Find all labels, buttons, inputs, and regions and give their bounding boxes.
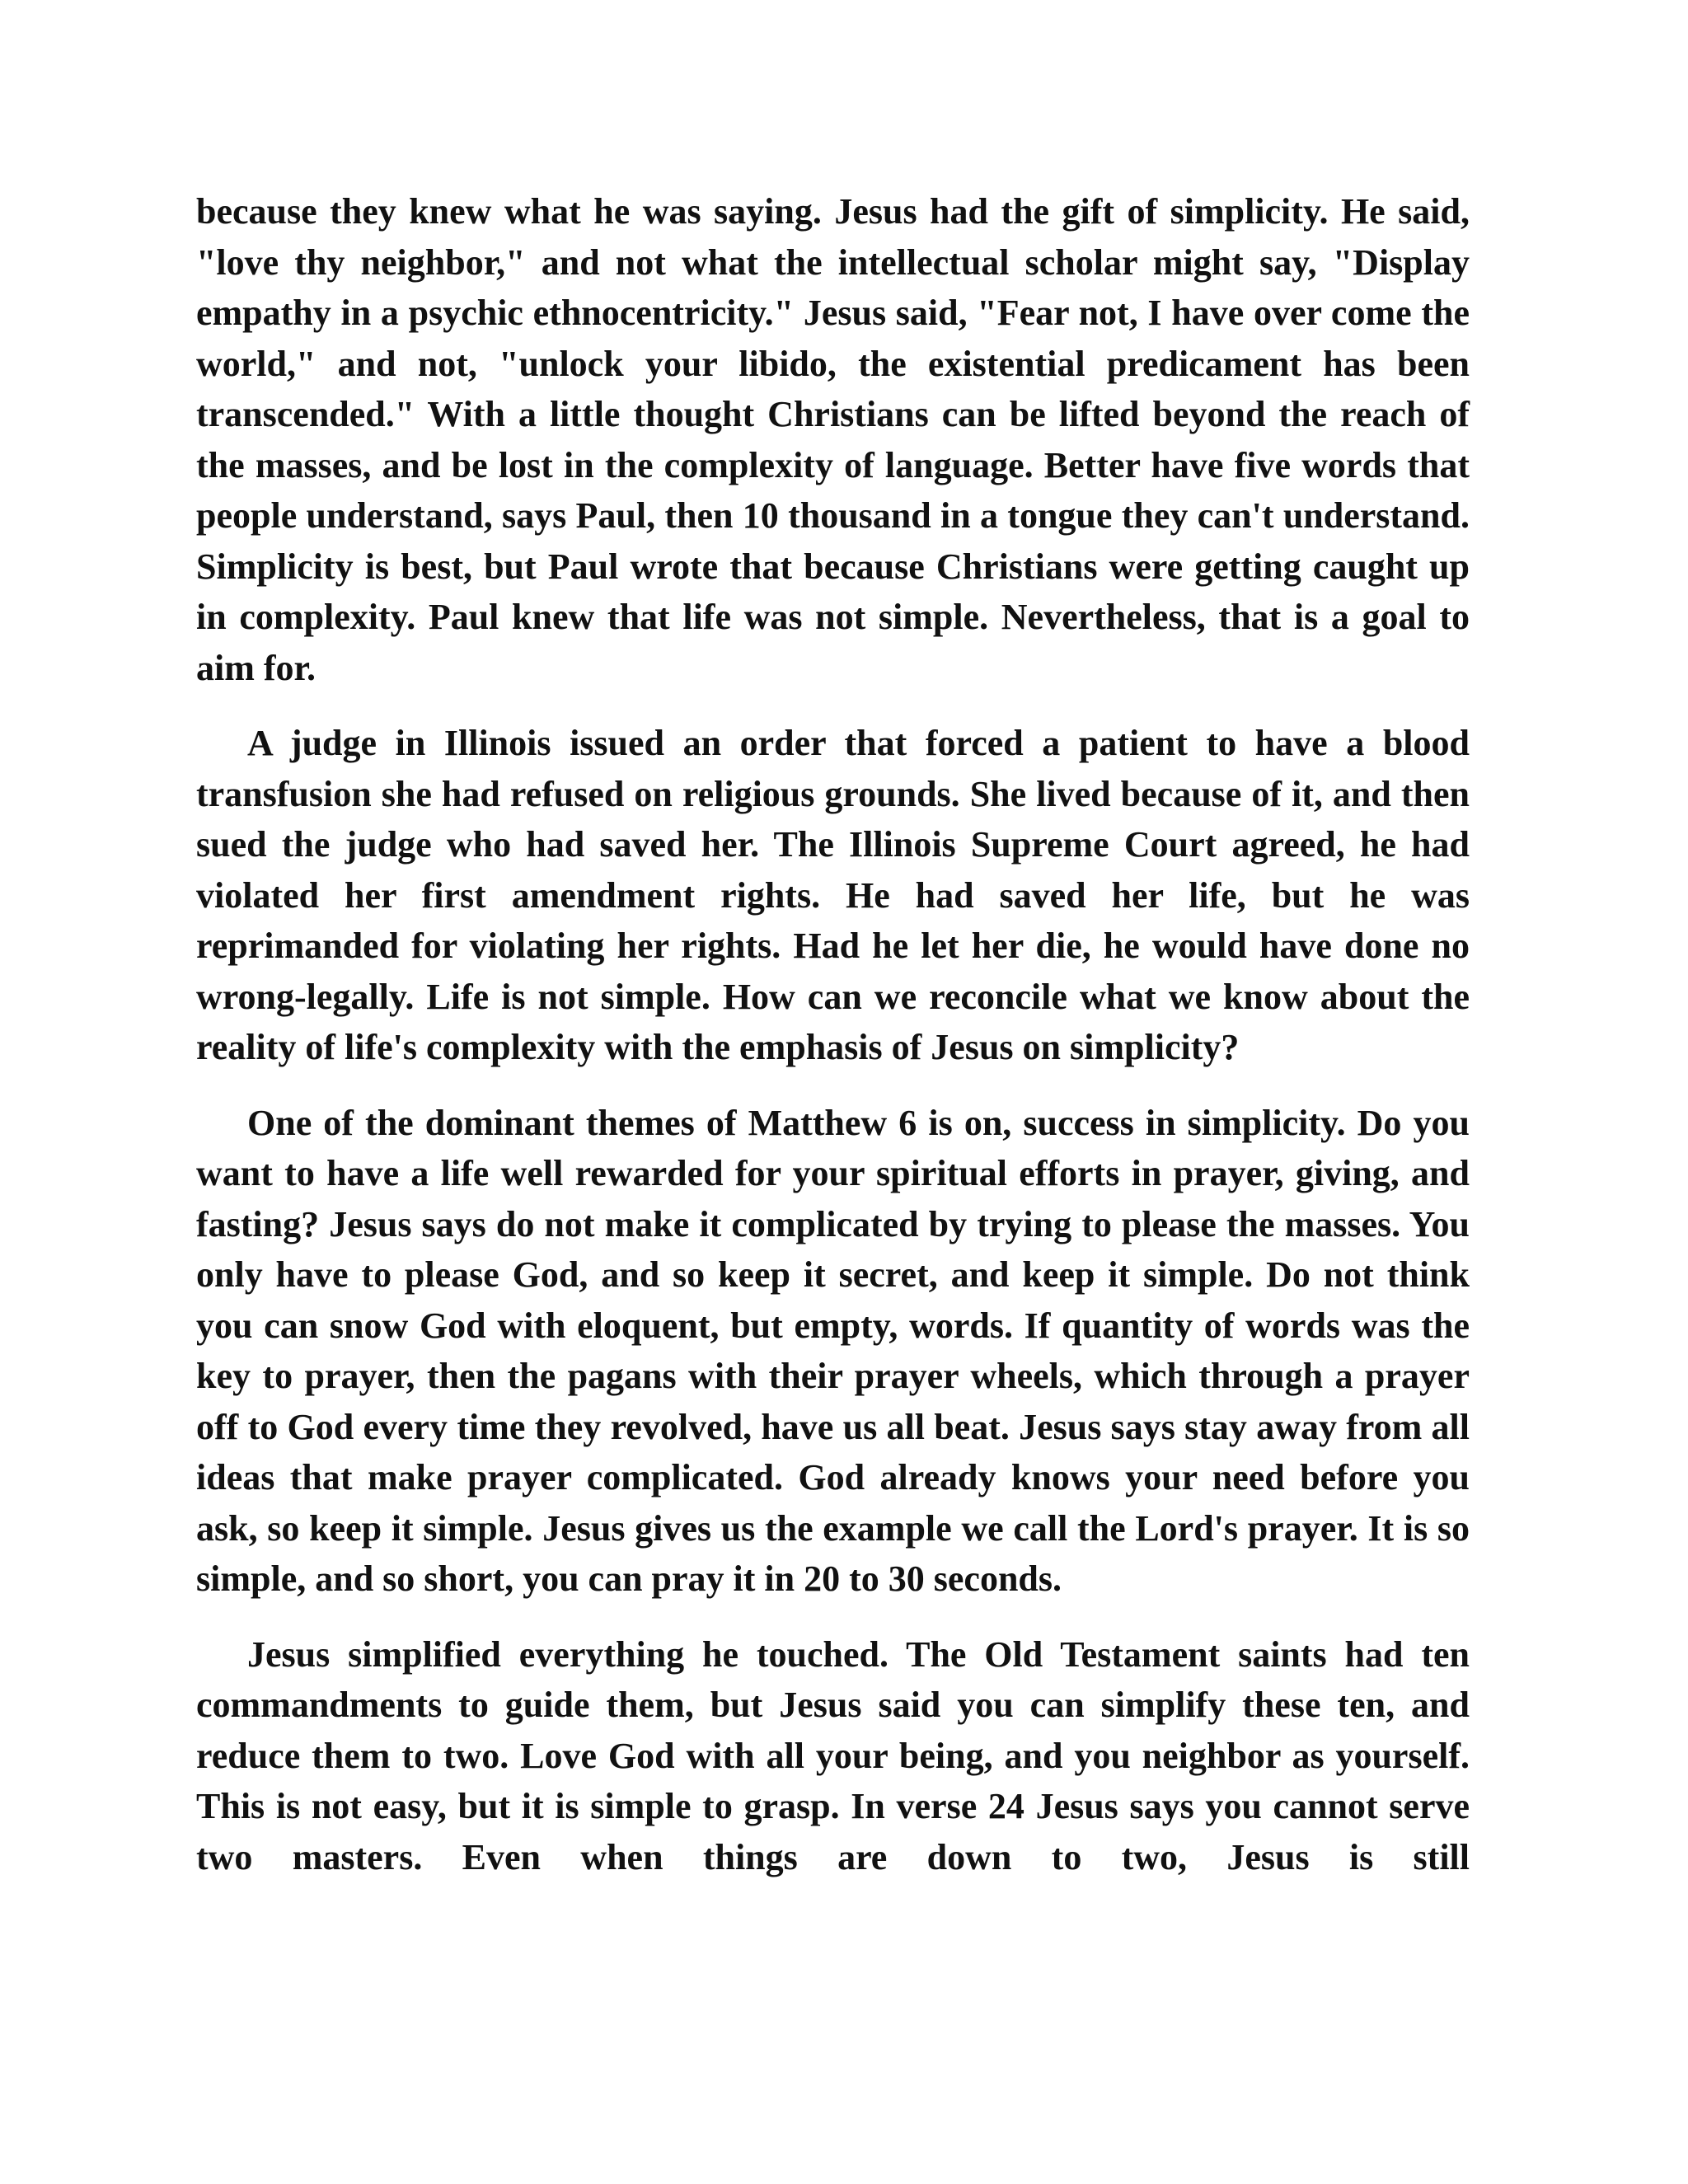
paragraph-3: One of the dominant themes of Matthew 6 is on, success in simplicity. Do you want to have a life well rewarded for your spiritual efforts in prayer, giving, and fasting? Jesus says do not make it complicated by trying to please the masses. You only have to please God, and so keep it secret, and keep it simple. Do not think you can snow God with eloquent, but empty, words. If quantity of words was the key to prayer, then the pagans with their prayer wheels, which through a prayer off to God every time they revolved, have us all beat. Jesus says stay away from all ideas that make prayer complicated. God already knows your need before you ask, so keep it simple. Jesus gives us the example we call the Lord's prayer. It is so simple, and so short, you can pray it in 20 to 30 seconds. <box>196 1102 1470 1599</box>
document-page <box>196 186 1470 1907</box>
paragraph-2: A judge in Illinois issued an order that forced a patient to have a blood transfusion she had refused on religious grounds. She lived because of it, and then sued the judge who had saved her. The Illinois Supreme Court agreed, he had violated her first amendment rights. He had saved her life, but he was reprimanded for violating her rights. Had he let her die, he would have done no wrong-legally. Life is not simple. How can we reconcile what we know about the reality of life's complexity with the emphasis of Jesus on simplicity? <box>196 723 1470 1067</box>
paragraph-1: because they knew what he was saying. Jesus had the gift of simplicity. He said, "love thy neighbor," and not what the intellectual scholar might say, "Display empathy in a psychic ethnocentricity." Jesus said, "Fear not, I have over come the world," and not, "unlock your libido, the existential predicament has been transcended." With a little thought Christians can be lifted beyond the reach of the masses, and be lost in the complexity of language. Better have five words that people understand, says Paul, then 10 thousand in a tongue they can't understand. Simplicity is best, but Paul wrote that because Christians were getting caught up in complexity. Paul knew that life was not simple. Nevertheless, that is a goal to aim for. <box>196 191 1470 688</box>
paragraph-4: Jesus simplified everything he touched. The Old Testament saints had ten commandments to guide them, but Jesus said you can simplify these ten, and reduce them to two. Love God with all your being, and you neighbor as yourself. This is not easy, but it is simple to grasp. In verse 24 Jesus says you cannot serve two masters. Even when things are down to two, Jesus is still <box>196 1633 1470 1877</box>
